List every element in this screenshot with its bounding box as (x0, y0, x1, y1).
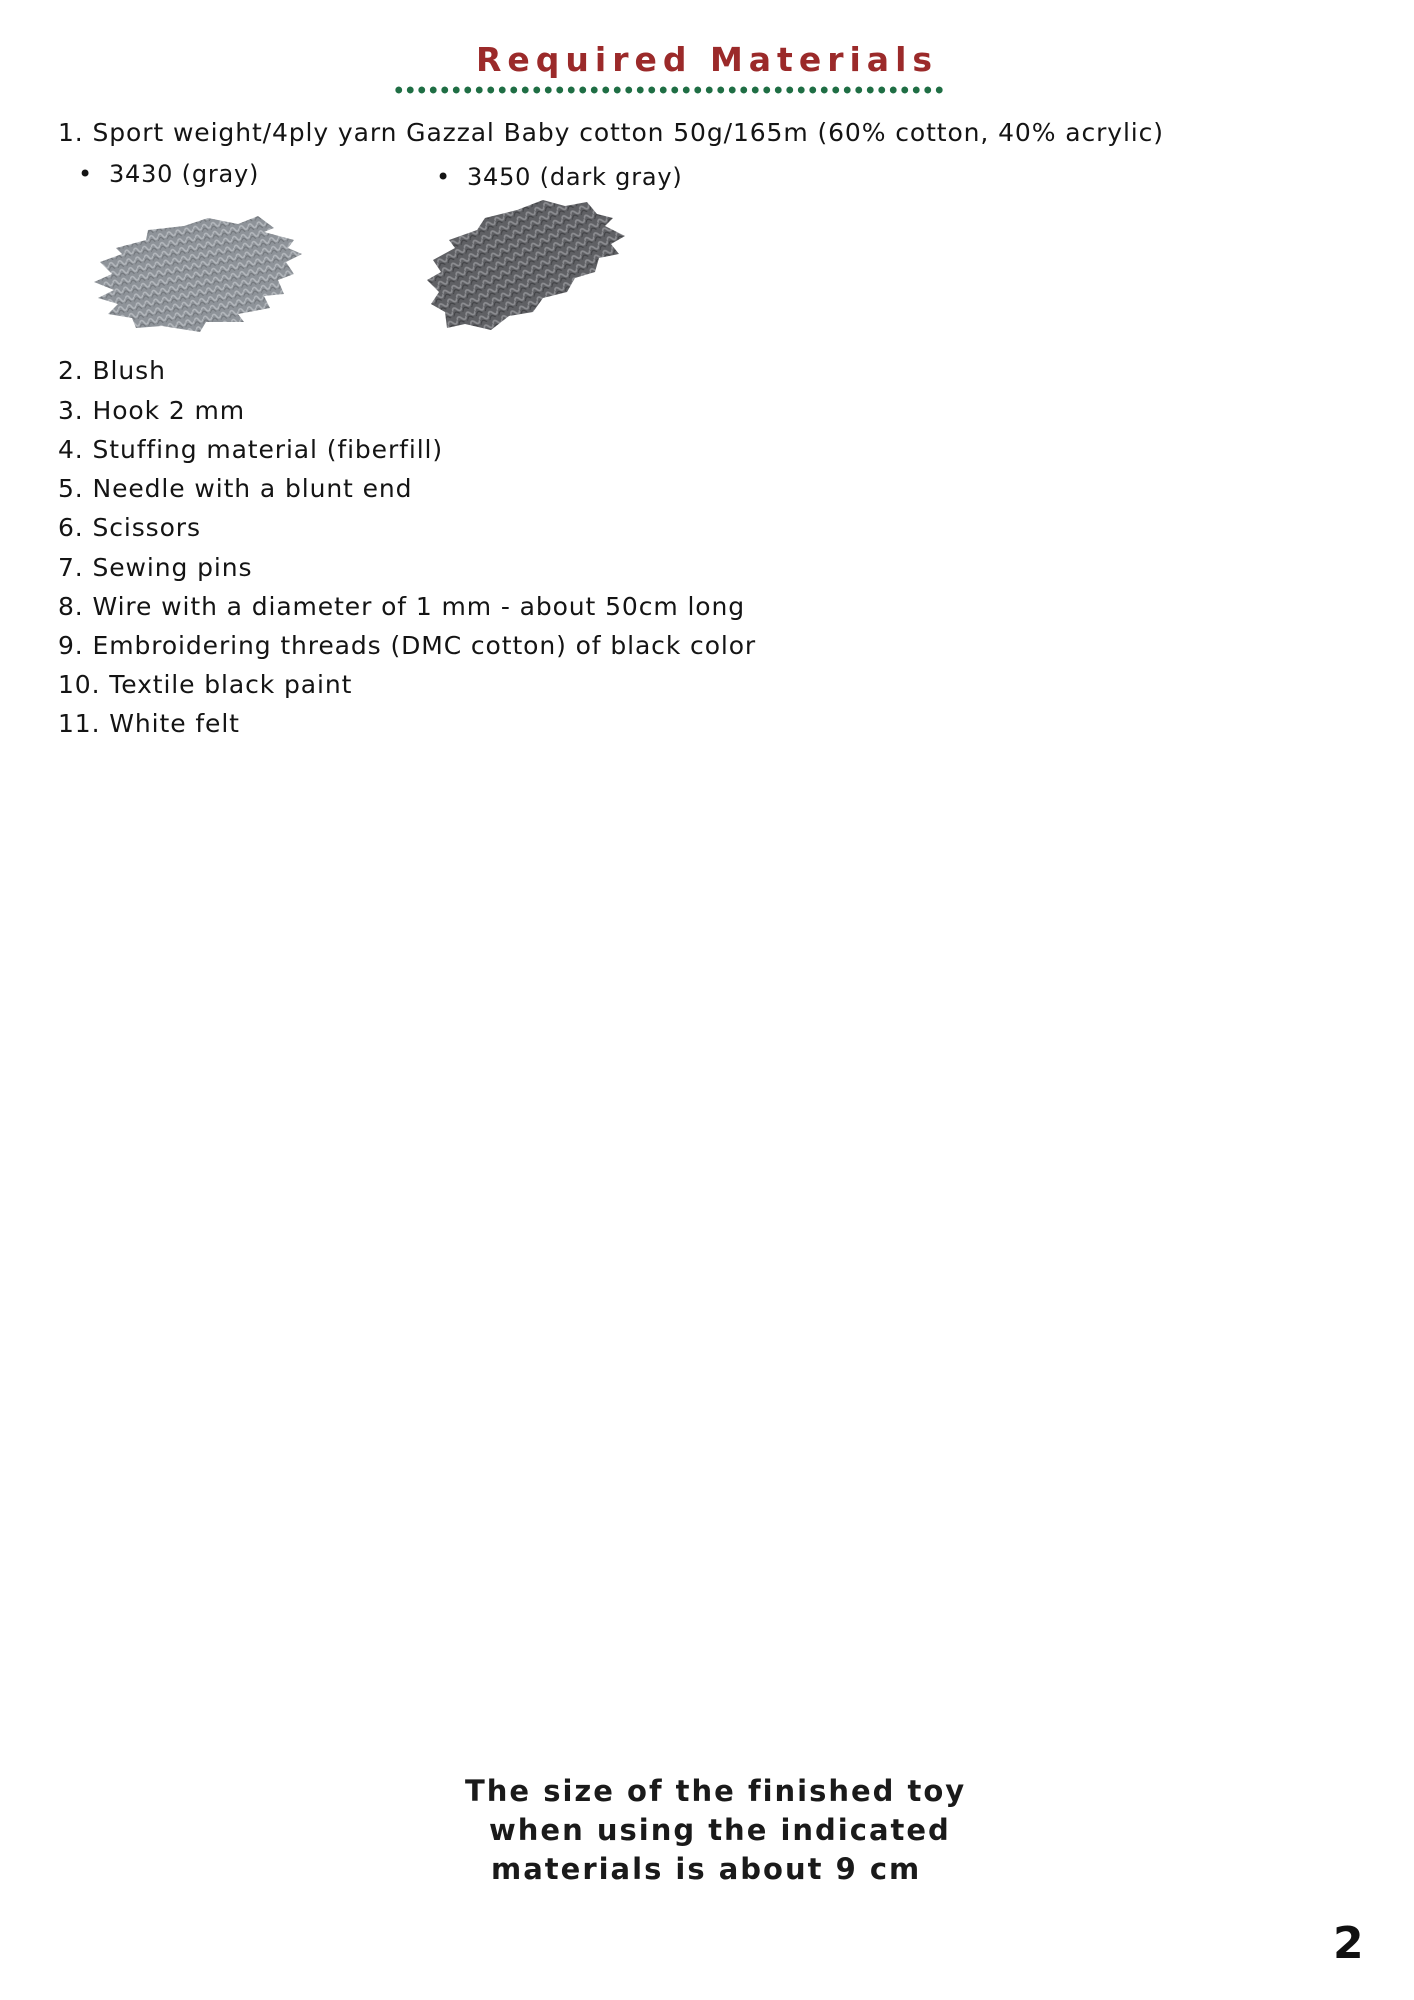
page-title: Required Materials (475, 40, 939, 79)
yarn-swatch-dark-gray-image (425, 196, 630, 336)
material-item-hook: 3. Hook 2 mm (58, 396, 245, 425)
material-item-stuffing: 4. Stuffing material (fiberfill) (58, 435, 444, 464)
note-line: materials is about 9 cm (491, 1852, 922, 1886)
material-item-pins: 7. Sewing pins (58, 553, 253, 582)
yarn-color-label: 3450 (dark gray) (466, 163, 683, 191)
note-line: when using the indicated (489, 1813, 951, 1847)
material-item-wire: 8. Wire with a diameter of 1 mm - about 50cm long (58, 592, 746, 621)
bullet-icon: • (78, 160, 93, 188)
material-item-blush: 2. Blush (58, 356, 166, 385)
yarn-color-label: 3430 (gray) (108, 160, 260, 188)
yarn-color-gray (78, 160, 259, 188)
material-item-threads: 9. Embroidering threads (DMC cotton) of black color (58, 631, 757, 660)
material-item-paint: 10. Textile black paint (58, 670, 353, 699)
finished-size-note (430, 1772, 970, 1889)
material-item-yarn: 1. Sport weight/4ply yarn Gazzal Baby cotton 50g/165m (60% cotton, 40% acrylic) (58, 118, 1164, 147)
bullet-icon: • (436, 163, 451, 191)
dotted-divider (393, 85, 947, 95)
yarn-color-dark-gray (436, 163, 683, 191)
yarn-swatch-gray-image (88, 210, 308, 335)
page-number: 2 (1333, 1918, 1364, 1969)
material-item-felt: 11. White felt (58, 709, 240, 738)
note-line: The size of the finished toy (465, 1774, 967, 1808)
material-item-scissors: 6. Scissors (58, 513, 201, 542)
material-item-needle: 5. Needle with a blunt end (58, 474, 413, 503)
